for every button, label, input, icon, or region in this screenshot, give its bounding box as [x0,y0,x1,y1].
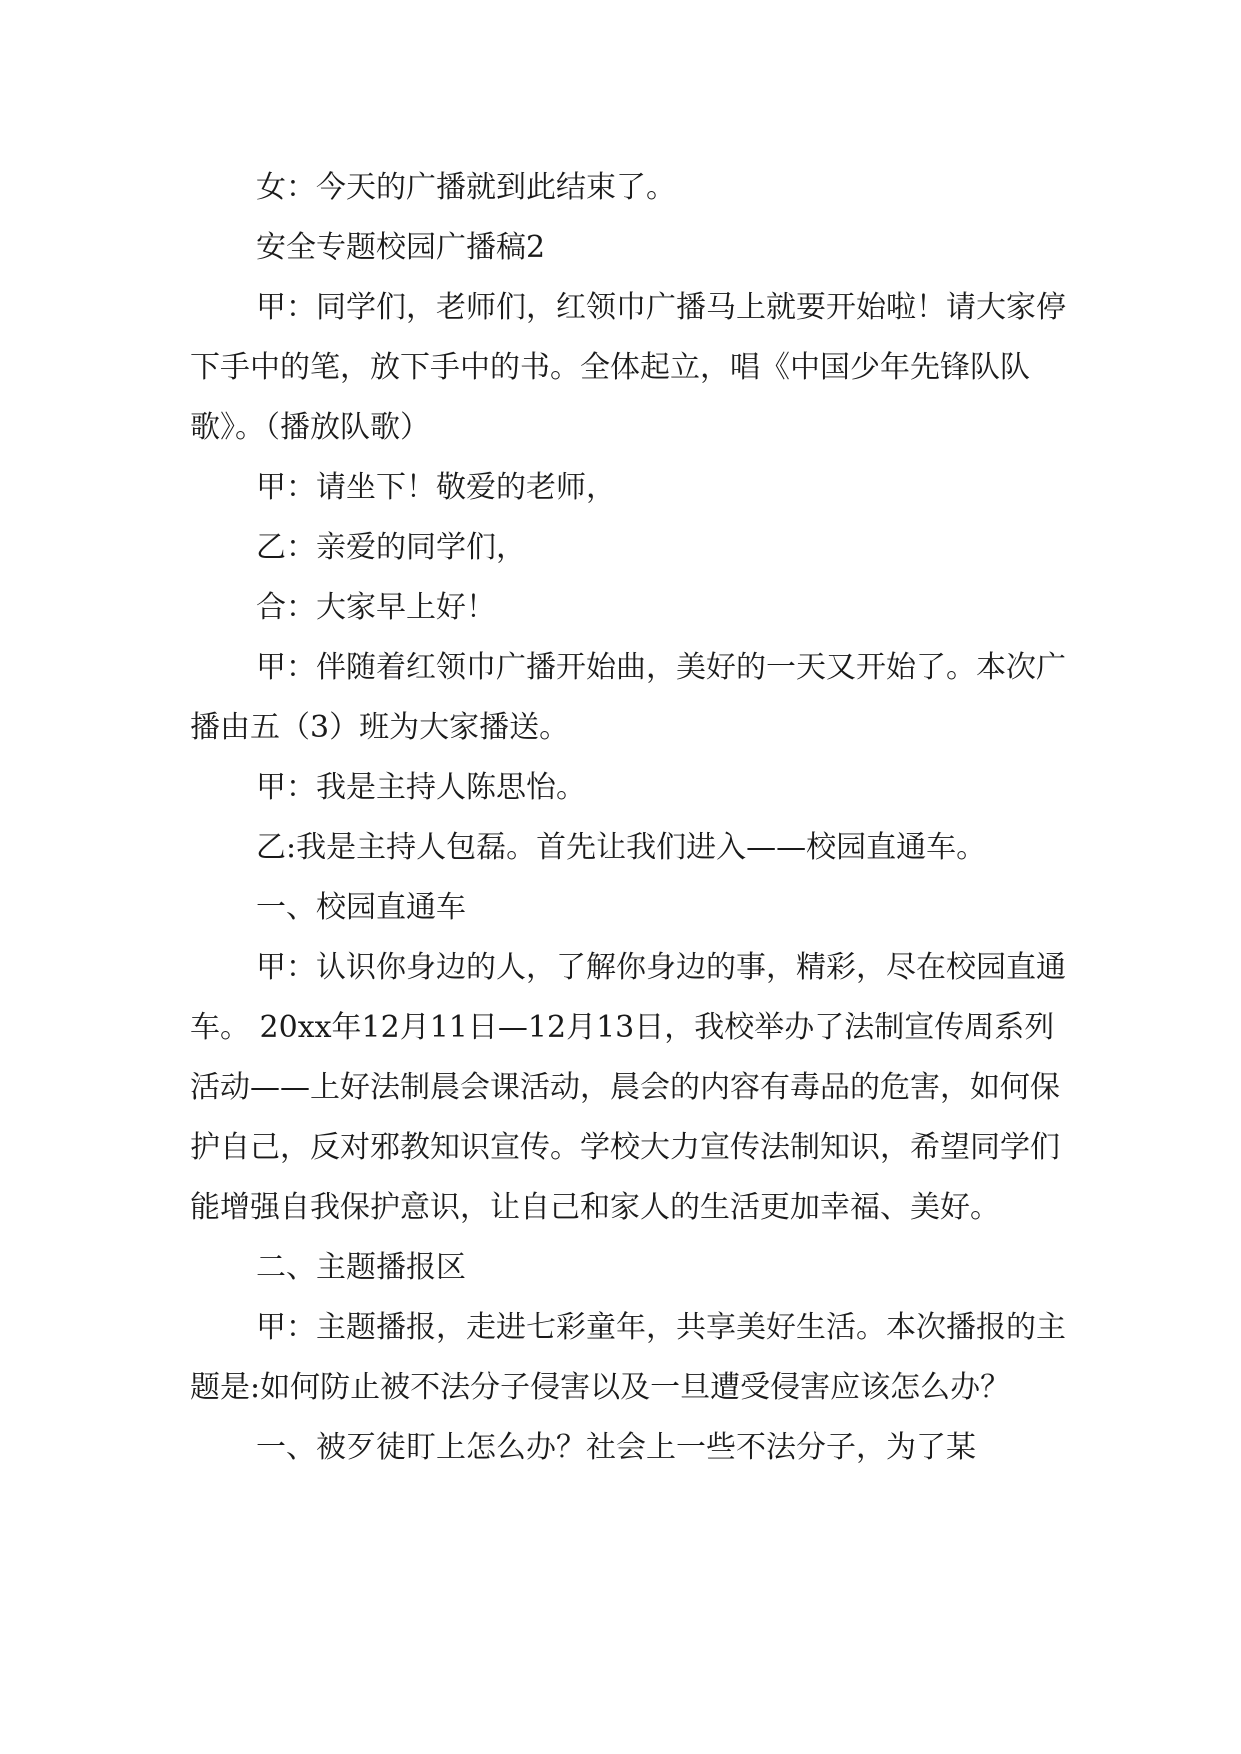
paragraph-closing: 女：今天的广播就到此结束了。 [256,170,676,205]
document-body [190,158,1070,1478]
heading-theme-report: 二、主题播报区 [256,1250,466,1285]
heading-campus-express: 一、校园直通车 [256,890,466,925]
paragraph-greeting-all: 合：大家早上好！ [256,590,496,625]
section-title: 安全专题校园广播稿2 [256,230,546,265]
paragraph-greeting-teacher: 甲：请坐下！敬爱的老师， [256,470,616,505]
paragraph-host-1: 甲：我是主持人陈思怡。 [256,770,586,805]
paragraph-safety-tip: 一、被歹徒盯上怎么办？社会上一些不法分子，为了某 [256,1430,976,1465]
paragraph-host-2: 乙:我是主持人包磊。首先让我们进入——校园直通车。 [256,830,987,865]
paragraph-theme: 甲：主题播报，走进七彩童年，共享美好生活。本次播报的主题是:如何防止被不法分子侵害以及一旦遭受侵害应该怎么办？ [190,1310,1066,1405]
paragraph-greeting-students: 乙：亲爱的同学们， [256,530,526,565]
paragraph-campus-news: 甲：认识你身边的人，了解你身边的事，精彩，尽在校园直通车。 20xx年12月11日—12月13日，我校举办了法制宣传周系列活动——上好法制晨会课活动，晨会的内容有毒品的危害，如何保护自己，反对邪教知识宣传。学校大力宣传法制知识，希望同学们能增强自我保护意识，让自己和家人的生活更加幸福、美好。 [190,950,1066,1225]
paragraph-opening: 甲：同学们，老师们，红领巾广播马上就要开始啦！请大家停下手中的笔，放下手中的书。全体起立，唱《中国少年先锋队队歌》。（播放队歌） [190,290,1066,445]
paragraph-intro: 甲：伴随着红领巾广播开始曲，美好的一天又开始了。本次广播由五（3）班为大家播送。 [190,650,1066,745]
